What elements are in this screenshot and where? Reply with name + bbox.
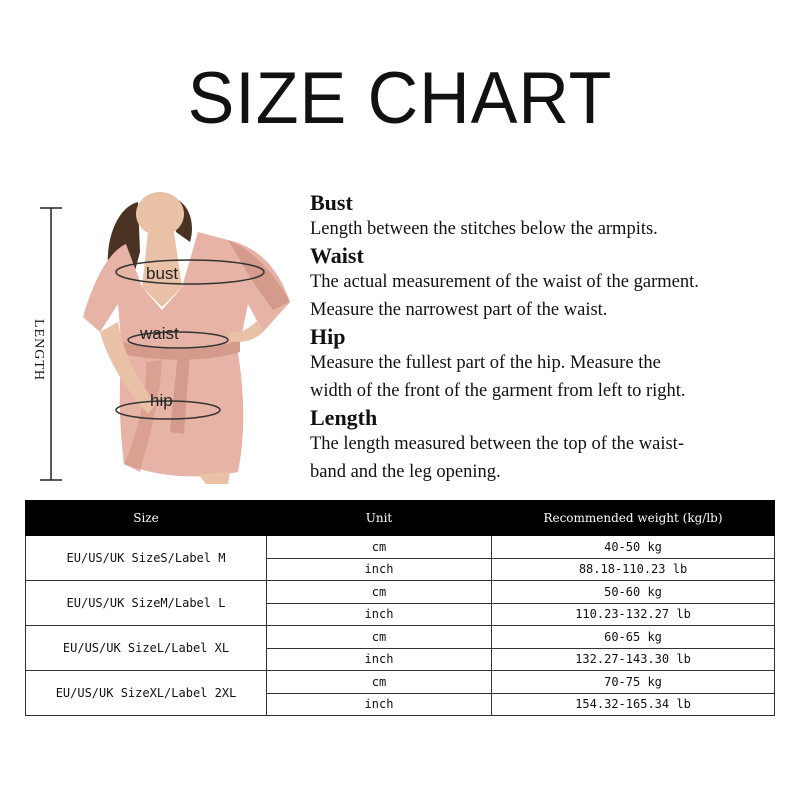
weight-cell: 70-75 kg	[492, 671, 775, 694]
weight-cell: 154.32-165.34 lb	[492, 693, 775, 716]
weight-cell: 88.18-110.23 lb	[492, 558, 775, 581]
size-cell: EU/US/UK SizeS/Label M	[26, 536, 267, 581]
size-cell: EU/US/UK SizeM/Label L	[26, 581, 267, 626]
unit-cell: cm	[267, 626, 492, 649]
table-row	[26, 536, 775, 559]
weight-cell: 60-65 kg	[492, 626, 775, 649]
weight-cell: 50-60 kg	[492, 581, 775, 604]
hip-label: hip	[150, 391, 173, 410]
weight-cell: 110.23-132.27 lb	[492, 603, 775, 626]
unit-cell: inch	[267, 648, 492, 671]
length-desc-line: The length measured between the top of the waist-	[310, 434, 684, 454]
bust-desc-line: Length between the stitches below the armpits.	[310, 219, 658, 239]
waist-desc-line: The actual measurement of the waist of the garment.	[310, 272, 699, 292]
unit-cell: cm	[267, 536, 492, 559]
header-unit: Unit	[267, 501, 492, 536]
size-table	[25, 500, 775, 716]
header-weight: Recommended weight (kg/lb)	[492, 501, 775, 536]
unit-cell: cm	[267, 671, 492, 694]
measurement-descriptions	[310, 190, 790, 486]
robe-figure	[78, 192, 300, 484]
waist-label: waist	[140, 324, 179, 343]
length-heading: Length	[310, 405, 378, 430]
bust-label: bust	[146, 264, 179, 283]
unit-cell: inch	[267, 603, 492, 626]
hip-heading: Hip	[310, 324, 346, 349]
table-row	[26, 671, 775, 694]
weight-cell: 132.27-143.30 lb	[492, 648, 775, 671]
header-size: Size	[26, 501, 267, 536]
unit-cell: inch	[267, 558, 492, 581]
waist-desc-line: Measure the narrowest part of the waist.	[310, 300, 608, 320]
length-label: LENGTH	[31, 319, 46, 381]
unit-cell: cm	[267, 581, 492, 604]
length-desc-line: band and the leg opening.	[310, 462, 501, 482]
size-cell: EU/US/UK SizeL/Label XL	[26, 626, 267, 671]
hip-desc-line: Measure the fullest part of the hip. Measure the	[310, 353, 661, 373]
size-cell: EU/US/UK SizeXL/Label 2XL	[26, 671, 267, 716]
weight-cell: 40-50 kg	[492, 536, 775, 559]
waist-heading: Waist	[310, 243, 364, 268]
hip-desc-line: width of the front of the garment from left to right.	[310, 381, 686, 401]
page-title: SIZE CHART	[187, 57, 613, 139]
bust-heading: Bust	[310, 190, 353, 215]
unit-cell: inch	[267, 693, 492, 716]
table-row	[26, 581, 775, 604]
table-row	[26, 626, 775, 649]
table-header-row	[26, 501, 775, 536]
